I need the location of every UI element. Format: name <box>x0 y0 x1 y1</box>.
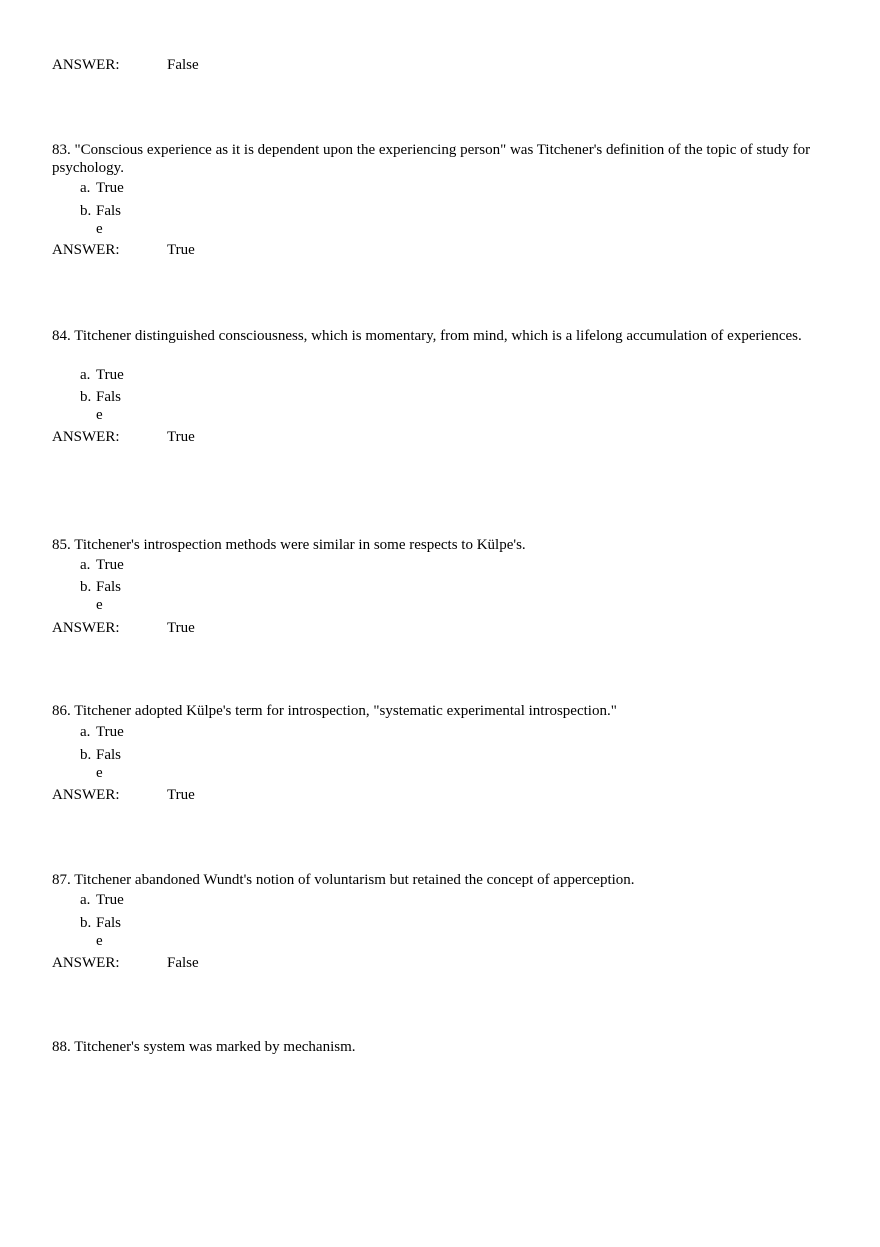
question-body: Titchener's introspection methods were similar in some respects to Külpe's. <box>74 537 526 553</box>
question-86-text <box>52 702 812 720</box>
option-false: Fals <box>96 203 122 219</box>
question-number: 86. <box>52 703 71 719</box>
option-true: True <box>96 367 124 383</box>
question-87-text <box>52 871 812 889</box>
option-false-wrap: e <box>96 933 103 949</box>
option-true: True <box>96 892 124 908</box>
answer-value: False <box>167 57 199 73</box>
option-letter: b. <box>80 915 92 931</box>
option-letter: a. <box>80 892 91 908</box>
answer-label: ANSWER: <box>52 955 120 971</box>
question-85-text <box>52 536 812 554</box>
question-number: 87. <box>52 872 71 888</box>
question-body: Titchener adopted Külpe's term for introspection, "systematic experimental introspection." <box>74 703 617 719</box>
answer-value: True <box>167 787 195 803</box>
option-letter: b. <box>80 203 92 219</box>
option-false-wrap: e <box>96 407 103 423</box>
option-true: True <box>96 724 124 740</box>
option-true: True <box>96 180 124 196</box>
question-number: 84. <box>52 328 71 344</box>
option-letter: a. <box>80 557 91 573</box>
question-body: Titchener's system was marked by mechanism. <box>74 1039 356 1055</box>
answer-value: False <box>167 955 199 971</box>
option-letter: a. <box>80 724 91 740</box>
answer-value: True <box>167 242 195 258</box>
option-false-wrap: e <box>96 221 103 237</box>
answer-label: ANSWER: <box>52 620 120 636</box>
answer-value: True <box>167 429 195 445</box>
answer-label: ANSWER: <box>52 787 120 803</box>
answer-value: True <box>167 620 195 636</box>
question-number: 85. <box>52 537 71 553</box>
question-body: Titchener abandoned Wundt's notion of voluntarism but retained the concept of apperception. <box>74 872 635 888</box>
question-body: "Conscious experience as it is dependent upon the experiencing person" was Titchener's definition of the topic of study for psychology. <box>52 142 811 176</box>
option-letter: b. <box>80 747 92 763</box>
question-88-text <box>52 1038 812 1056</box>
option-false: Fals <box>96 915 122 931</box>
question-number: 88. <box>52 1039 71 1055</box>
answer-label: ANSWER: <box>52 429 120 445</box>
option-false: Fals <box>96 747 122 763</box>
option-letter: a. <box>80 180 91 196</box>
question-number: 83. <box>52 142 71 158</box>
option-false-wrap: e <box>96 597 103 613</box>
option-false-wrap: e <box>96 765 103 781</box>
question-body: Titchener distinguished consciousness, which is momentary, from mind, which is a lifelong accumulation of experiences. <box>74 328 802 344</box>
option-letter: a. <box>80 367 91 383</box>
option-letter: b. <box>80 389 92 405</box>
option-true: True <box>96 557 124 573</box>
option-false: Fals <box>96 389 122 405</box>
option-false: Fals <box>96 579 122 595</box>
option-letter: b. <box>80 579 92 595</box>
question-83-text <box>52 141 812 177</box>
question-84-text <box>52 327 812 345</box>
answer-label: ANSWER: <box>52 242 120 258</box>
answer-label: ANSWER: <box>52 57 120 73</box>
